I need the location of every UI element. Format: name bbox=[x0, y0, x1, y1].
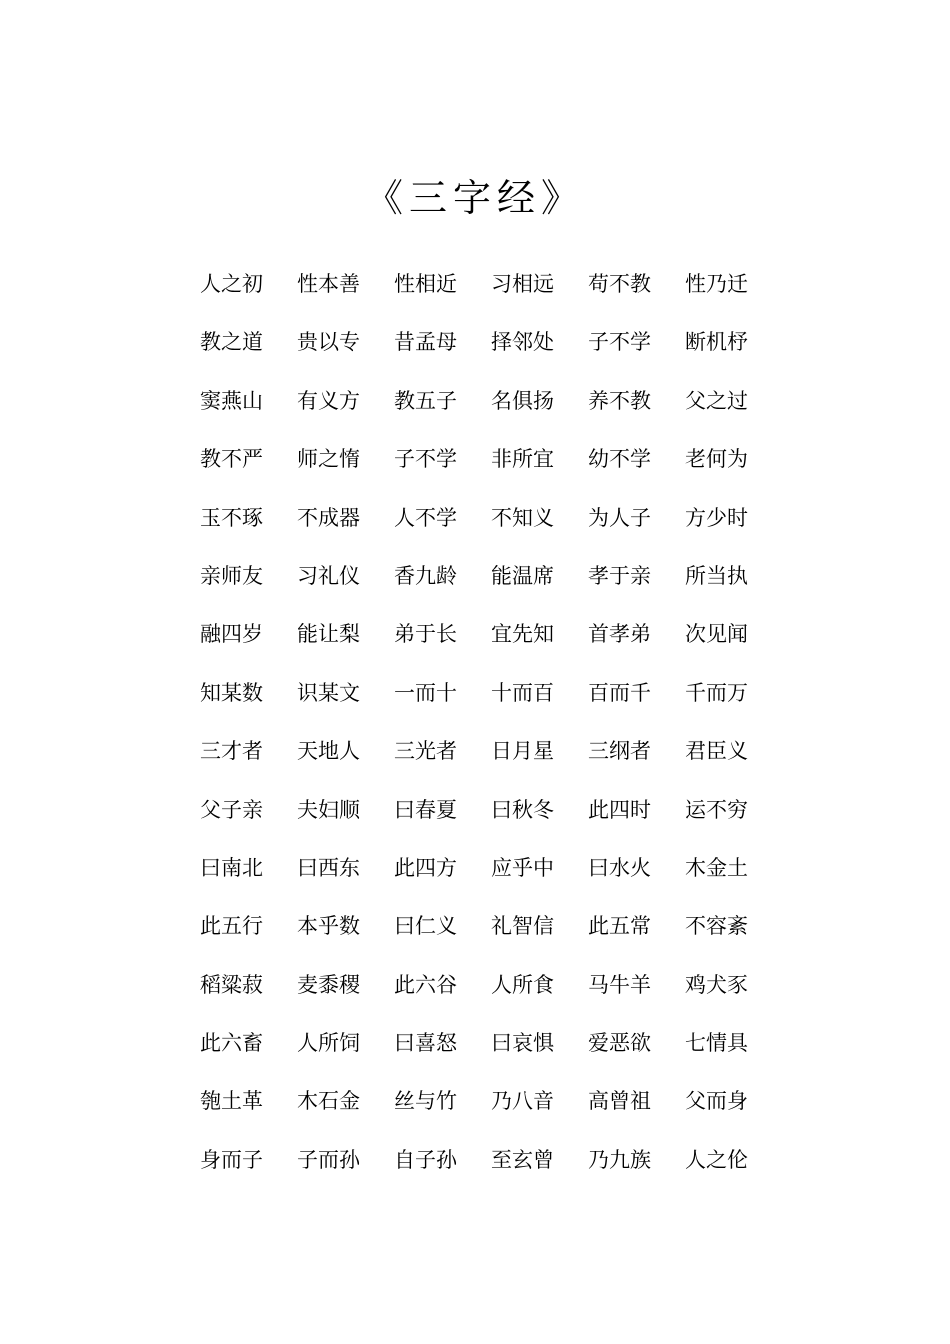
phrase-cell: 人之初 bbox=[200, 272, 263, 296]
phrase-cell: 此六谷 bbox=[394, 972, 457, 997]
phrase-cell: 本乎数 bbox=[297, 914, 360, 939]
phrase-cell: 所当执 bbox=[685, 563, 748, 588]
phrase-cell: 识某文 bbox=[297, 680, 360, 705]
phrase-cell: 方少时 bbox=[685, 505, 748, 530]
phrase-cell: 窦燕山 bbox=[200, 388, 263, 413]
phrase-cell: 老何为 bbox=[685, 447, 748, 472]
phrase-cell: 稻粱菽 bbox=[200, 972, 263, 997]
phrase-cell: 身而子 bbox=[200, 1147, 263, 1172]
phrase-cell: 非所宜 bbox=[491, 447, 554, 472]
phrase-cell: 知某数 bbox=[200, 680, 263, 705]
phrase-cell: 有义方 bbox=[297, 388, 360, 413]
phrase-cell: 百而千 bbox=[588, 680, 651, 705]
phrase-cell: 乃八音 bbox=[491, 1089, 554, 1114]
phrase-cell: 人所食 bbox=[491, 972, 554, 997]
phrase-cell: 马牛羊 bbox=[588, 972, 651, 997]
phrase-cell: 此六畜 bbox=[200, 1031, 263, 1056]
phrase-cell: 此五常 bbox=[588, 914, 651, 939]
phrase-cell: 不知义 bbox=[491, 505, 554, 530]
phrase-cell: 玉不琢 bbox=[200, 505, 263, 530]
text-row bbox=[200, 1023, 790, 1081]
text-row bbox=[200, 848, 790, 906]
phrase-cell: 断机杼 bbox=[685, 330, 748, 355]
phrase-cell: 自子孙 bbox=[394, 1147, 457, 1172]
phrase-cell: 曰西东 bbox=[297, 855, 360, 880]
phrase-cell: 三光者 bbox=[394, 739, 457, 764]
phrase-cell: 木金土 bbox=[685, 855, 748, 880]
phrase-cell: 名俱扬 bbox=[491, 388, 554, 413]
phrase-cell: 曰秋冬 bbox=[491, 797, 554, 822]
phrase-cell: 爱恶欲 bbox=[588, 1031, 651, 1056]
text-row bbox=[200, 1081, 790, 1139]
phrase-cell: 父子亲 bbox=[200, 797, 263, 822]
phrase-cell: 习礼仪 bbox=[297, 563, 360, 588]
text-row bbox=[200, 556, 790, 614]
phrase-cell: 夫妇顺 bbox=[297, 797, 360, 822]
phrase-cell: 融四岁 bbox=[200, 622, 263, 647]
phrase-cell: 苟不教 bbox=[588, 272, 651, 296]
text-row bbox=[200, 498, 790, 556]
phrase-cell: 为人子 bbox=[588, 505, 651, 530]
phrase-cell: 不成器 bbox=[297, 505, 360, 530]
phrase-cell: 性本善 bbox=[297, 272, 360, 296]
phrase-cell: 曰喜怒 bbox=[394, 1031, 457, 1056]
phrase-cell: 千而万 bbox=[685, 680, 748, 705]
phrase-cell: 应乎中 bbox=[491, 855, 554, 880]
text-grid bbox=[200, 264, 790, 1198]
phrase-cell: 七情具 bbox=[685, 1031, 748, 1056]
phrase-cell: 礼智信 bbox=[491, 914, 554, 939]
phrase-cell: 能让梨 bbox=[297, 622, 360, 647]
text-row bbox=[200, 790, 790, 848]
phrase-cell: 父之过 bbox=[685, 388, 748, 413]
text-row bbox=[200, 322, 790, 380]
phrase-cell: 幼不学 bbox=[588, 447, 651, 472]
phrase-cell: 曰南北 bbox=[200, 855, 263, 880]
document-title: 《三字经》 bbox=[364, 176, 585, 220]
phrase-cell: 昔孟母 bbox=[394, 330, 457, 355]
phrase-cell: 高曾祖 bbox=[588, 1089, 651, 1114]
phrase-cell: 此四方 bbox=[394, 855, 457, 880]
phrase-cell: 习相远 bbox=[491, 272, 554, 296]
phrase-cell: 日月星 bbox=[491, 739, 554, 764]
text-row bbox=[200, 439, 790, 497]
text-row bbox=[200, 965, 790, 1023]
phrase-cell: 曰仁义 bbox=[394, 914, 457, 939]
phrase-cell: 人之伦 bbox=[685, 1147, 748, 1172]
phrase-cell: 亲师友 bbox=[200, 563, 263, 588]
phrase-cell: 曰水火 bbox=[588, 855, 651, 880]
phrase-cell: 此四时 bbox=[588, 797, 651, 822]
phrase-cell: 子而孙 bbox=[297, 1147, 360, 1172]
text-row bbox=[200, 614, 790, 672]
phrase-cell: 三才者 bbox=[200, 739, 263, 764]
phrase-cell: 人所饲 bbox=[297, 1031, 360, 1056]
phrase-cell: 教之道 bbox=[200, 330, 263, 355]
text-row bbox=[200, 1140, 790, 1198]
phrase-cell: 宜先知 bbox=[491, 622, 554, 647]
phrase-cell: 次见闻 bbox=[685, 622, 748, 647]
phrase-cell: 香九龄 bbox=[394, 563, 457, 588]
phrase-cell: 性乃迁 bbox=[685, 272, 748, 296]
text-row bbox=[200, 381, 790, 439]
phrase-cell: 子不学 bbox=[394, 447, 457, 472]
phrase-cell: 曰哀惧 bbox=[491, 1031, 554, 1056]
text-row bbox=[200, 673, 790, 731]
phrase-cell: 麦黍稷 bbox=[297, 972, 360, 997]
phrase-cell: 三纲者 bbox=[588, 739, 651, 764]
phrase-cell: 孝于亲 bbox=[588, 563, 651, 588]
phrase-cell: 十而百 bbox=[491, 680, 554, 705]
phrase-cell: 弟于长 bbox=[394, 622, 457, 647]
phrase-cell: 丝与竹 bbox=[394, 1089, 457, 1114]
phrase-cell: 鸡犬豕 bbox=[685, 972, 748, 997]
phrase-cell: 教五子 bbox=[394, 388, 457, 413]
phrase-cell: 教不严 bbox=[200, 447, 263, 472]
phrase-cell: 匏土革 bbox=[200, 1089, 263, 1114]
phrase-cell: 曰春夏 bbox=[394, 797, 457, 822]
phrase-cell: 能温席 bbox=[491, 563, 554, 588]
phrase-cell: 首孝弟 bbox=[588, 622, 651, 647]
phrase-cell: 贵以专 bbox=[297, 330, 360, 355]
phrase-cell: 木石金 bbox=[297, 1089, 360, 1114]
phrase-cell: 择邻处 bbox=[491, 330, 554, 355]
phrase-cell: 父而身 bbox=[685, 1089, 748, 1114]
text-row bbox=[200, 906, 790, 964]
phrase-cell: 子不学 bbox=[588, 330, 651, 355]
text-row bbox=[200, 264, 790, 322]
phrase-cell: 运不穷 bbox=[685, 797, 748, 822]
phrase-cell: 养不教 bbox=[588, 388, 651, 413]
phrase-cell: 乃九族 bbox=[588, 1147, 651, 1172]
phrase-cell: 性相近 bbox=[394, 272, 457, 296]
phrase-cell: 人不学 bbox=[394, 505, 457, 530]
phrase-cell: 一而十 bbox=[394, 680, 457, 705]
text-row bbox=[200, 731, 790, 789]
phrase-cell: 天地人 bbox=[297, 739, 360, 764]
phrase-cell: 君臣义 bbox=[685, 739, 748, 764]
phrase-cell: 不容紊 bbox=[685, 914, 748, 939]
phrase-cell: 此五行 bbox=[200, 914, 263, 939]
phrase-cell: 至玄曾 bbox=[491, 1147, 554, 1172]
phrase-cell: 师之惰 bbox=[297, 447, 360, 472]
